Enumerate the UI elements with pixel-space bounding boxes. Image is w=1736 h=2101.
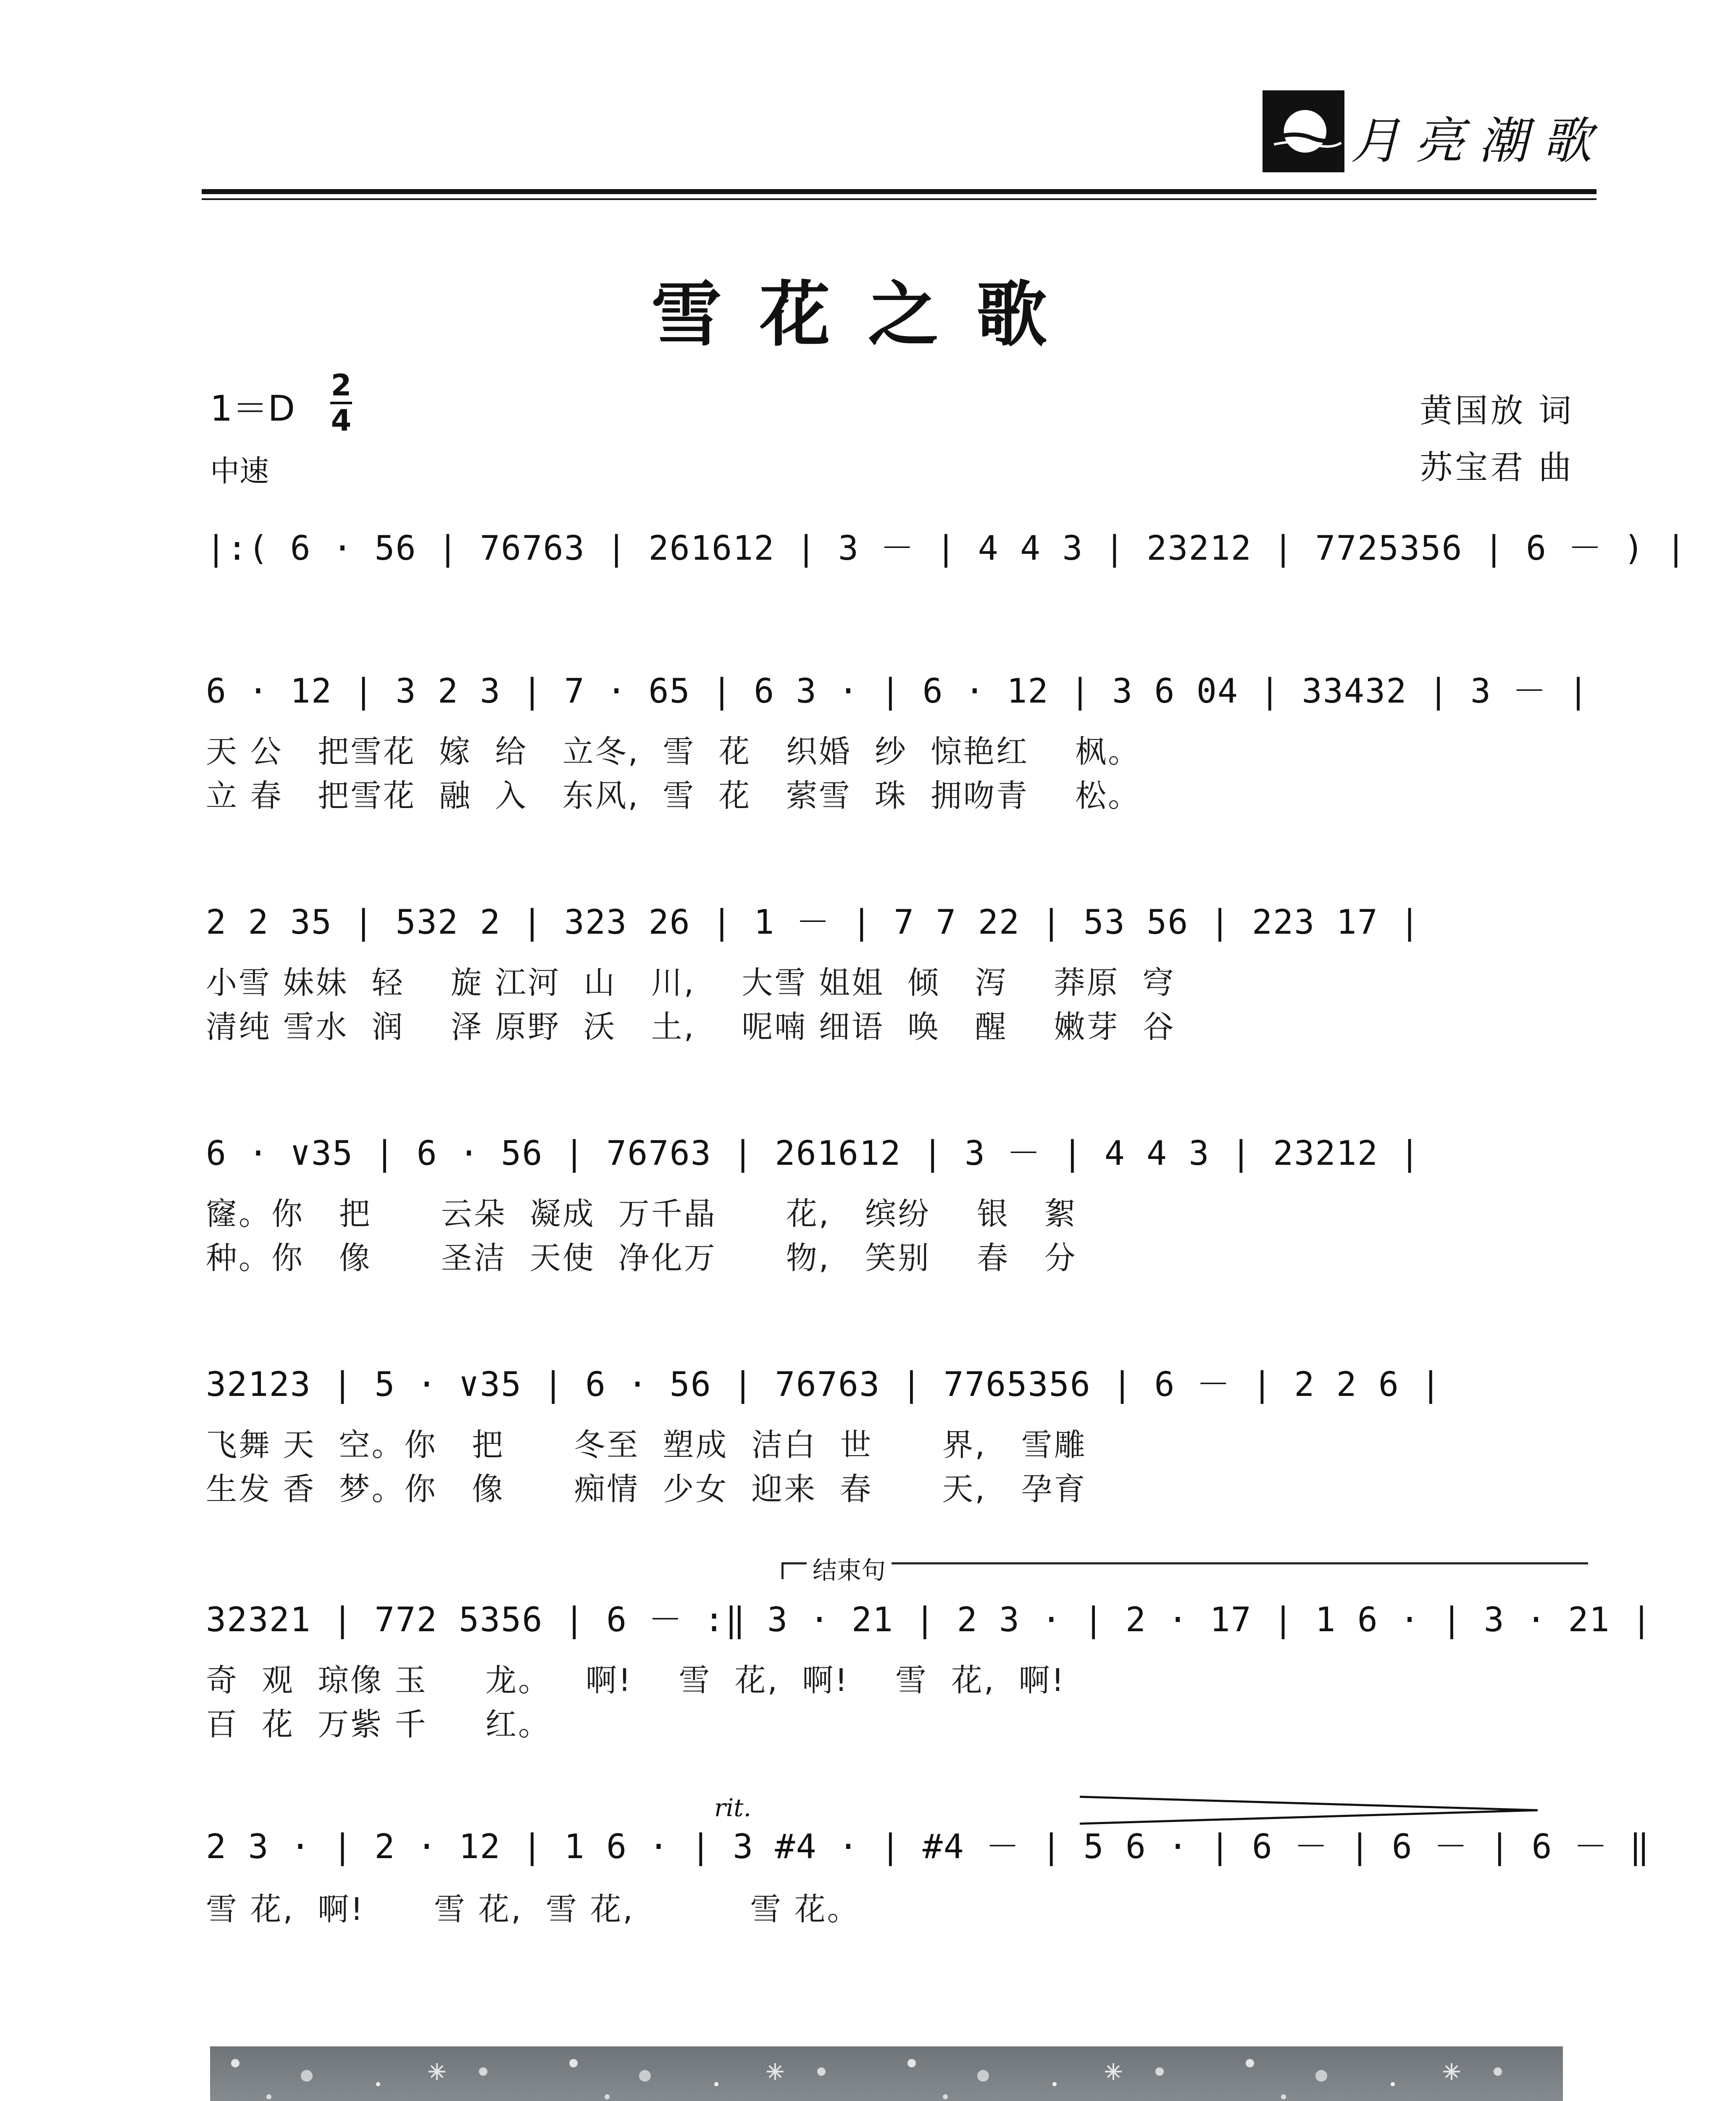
line3-notes: 6 · ∨35 | 6 · 56 | 76763 | 261612 | 3 － | 4 4 3 | 23212 | [206,1134,1421,1173]
snowflake-banner-image [210,2046,1563,2101]
key-signature: 1＝D [210,388,295,429]
ritardando-marking: rit. [714,1793,752,1822]
composer-credit: 苏宝君 曲 [1420,449,1574,487]
line4-lyric-verse1: 飞舞 天 空。你 把 冬至 塑成 洁白 世 界, 雪雕 [206,1427,1087,1463]
line5-lyric-verse1: 奇 观 琼像 玉 龙。 啊! 雪 花, 啊! 雪 花, 啊! [206,1662,1066,1698]
line4-lyric-verse2: 生发 香 梦。你 像 痴情 少女 迎来 春 天, 孕育 [206,1471,1087,1507]
line2-lyric-verse1: 小雪 妹妹 轻 旋 江河 山 川, 大雪 姐姐 倾 泻 莽原 穹 [206,965,1176,1001]
ending-bracket-hook [781,1562,784,1579]
line2-notes: 2 2 35 | 532 2 | 323 26 | 1 － | 7 7 22 | 53 56 | 223 17 | [206,903,1421,942]
line3-lyric-verse1: 窿。你 把 云朵 凝成 万千晶 花, 缤纷 银 絮 [206,1196,1077,1232]
ending-label: 结束句 [807,1551,892,1586]
header-rule [202,189,1597,194]
line6-lyric: 雪 花, 啊! 雪 花, 雪 花, 雪 花。 [206,1891,860,1927]
time-bottom: 4 [331,403,352,438]
decrescendo-hairpin [1080,1793,1538,1827]
moon-logo-icon [1263,90,1344,172]
line1-notes: 6 · 12 | 3 2 3 | 7 · 65 | 6 3 · | 6 · 12 | 3 6 04 | 33432 | 3 － | [206,671,1589,711]
line1-lyric-verse2: 立 春 把雪花 融 入 东风, 雪 花 萦雪 珠 拥吻青 松。 [206,778,1141,814]
magazine-logo [1263,90,1344,172]
header-rule-thin [202,198,1597,200]
line3-lyric-verse2: 种。你 像 圣洁 天使 净化万 物, 笑别 春 分 [206,1240,1077,1276]
time-top: 2 [331,368,352,403]
intro-notes: |:( 6 · 56 | 76763 | 261612 | 3 － | 4 4 3 | 23212 | 7725356 | 6 － ) | [206,529,1687,568]
time-signature [329,370,354,436]
magazine-name: 月亮潮歌 [1351,112,1607,170]
line5-lyric-verse2: 百 花 万紫 千 红。 [206,1706,551,1743]
line2-lyric-verse2: 清纯 雪水 润 泽 原野 沃 土, 呢喃 细语 唤 醒 嫩芽 谷 [206,1009,1176,1045]
line4-notes: 32123 | 5 · ∨35 | 6 · 56 | 76763 | 7765356 | 6 － | 2 2 6 | [206,1365,1442,1404]
tempo-marking: 中速 [210,454,269,488]
line6-notes: 2 3 · | 2 · 12 | 1 6 · | 3 #4 · | #4 － | 5 6 · | 6 － | 6 － | 6 － ‖ [206,1827,1651,1866]
line1-lyric-verse1: 天 公 把雪花 嫁 给 立冬, 雪 花 织婚 纱 惊艳红 枫。 [206,734,1141,770]
line5-notes: 32321 | 772 5356 | 6 － :‖ 3 · 21 | 2 3 · | 2 · 17 | 1 6 · | 3 · 21 | [206,1600,1652,1639]
song-title: 雪花之歌 [651,273,1085,356]
ending-bracket [781,1562,1588,1564]
lyricist-credit: 黄国放 词 [1420,392,1574,430]
